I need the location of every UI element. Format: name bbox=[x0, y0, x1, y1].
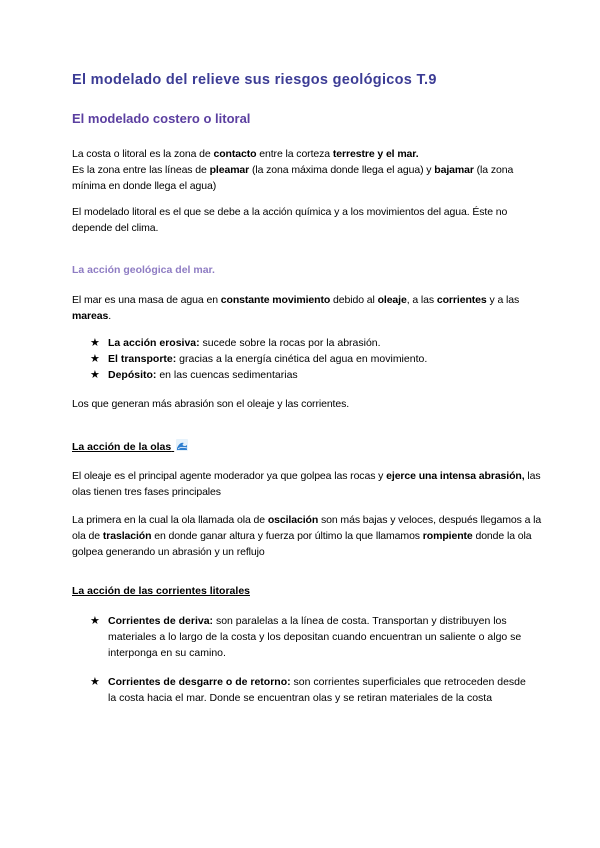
intro-paragraph-2: El modelado litoral es el que se debe a la acción química y a los movimientos del agua. Éste no depende del clima. bbox=[72, 206, 508, 234]
bold-text: traslación bbox=[102, 530, 152, 542]
text: La primera en la cual la ola llamada ola de bbox=[72, 514, 268, 526]
text: en donde ganar altura y fuerza por último la que llamamos bbox=[151, 530, 423, 542]
bold-text: terrestre y el mar. bbox=[332, 148, 419, 160]
list-item bbox=[90, 335, 530, 351]
bold-text: corrientes bbox=[436, 294, 487, 306]
text: . bbox=[108, 310, 112, 322]
heading-accion-mar: La acción geológica del mar. bbox=[72, 264, 215, 276]
bold-text: contacto bbox=[213, 148, 257, 160]
text: son más bajas y veloces, después llegamos a la ola de bbox=[72, 514, 542, 542]
star-bullet-icon: ★ bbox=[90, 353, 100, 365]
star-bullet-icon: ★ bbox=[90, 337, 100, 349]
bold-text: Depósito: bbox=[108, 369, 157, 381]
text: Es la zona entre las líneas de bbox=[72, 164, 210, 176]
text: entre la corteza bbox=[256, 148, 333, 160]
text: El mar es una masa de agua en bbox=[72, 294, 221, 306]
text: gracias a la energía cinética del agua en movimiento. bbox=[176, 353, 428, 365]
text: las olas tienen tres fases principales bbox=[72, 470, 541, 498]
text: (la zona máxima donde llega el agua) y bbox=[249, 164, 435, 176]
bold-text: Corrientes de desgarre o de retorno: bbox=[108, 676, 291, 688]
text: son paralelas a la línea de costa. Transportan y distribuyen los materiales a lo largo de la costa y los depositan cuando encuentran un saliente o algo se interponga en su camino. bbox=[108, 615, 522, 659]
text: debido al bbox=[330, 294, 378, 306]
olas-paragraph-1 bbox=[72, 468, 542, 500]
bold-text: mareas bbox=[72, 310, 109, 322]
text: El oleaje es el principal agente moderador ya que golpea las rocas y bbox=[72, 470, 387, 482]
olas-paragraph-2 bbox=[72, 512, 542, 560]
heading-text: La acción de la olas bbox=[72, 441, 172, 453]
wave-icon bbox=[176, 439, 188, 451]
list-item bbox=[90, 351, 530, 367]
star-bullet-icon: ★ bbox=[90, 369, 100, 381]
corrientes-list bbox=[90, 613, 530, 706]
text: sucede sobre la rocas por la abrasión. bbox=[199, 337, 381, 349]
text: en las cuencas sedimentarias bbox=[156, 369, 298, 381]
mar-paragraph bbox=[72, 292, 542, 324]
star-bullet-icon: ★ bbox=[90, 676, 100, 688]
text: , a las bbox=[406, 294, 437, 306]
bold-text: bajamar bbox=[434, 164, 474, 176]
text: son corrientes superficiales que retroceden desde la costa hacia el mar. Donde se encuentran olas y se retiran materiales de la costa bbox=[108, 676, 526, 704]
text: La costa o litoral es la zona de bbox=[72, 148, 214, 160]
bold-text: Corrientes de deriva: bbox=[108, 615, 214, 627]
text: y a las bbox=[486, 294, 520, 306]
bold-text: pleamar bbox=[209, 164, 250, 176]
text: (la zona mínima en donde llega el agua) bbox=[72, 164, 514, 192]
list-item bbox=[90, 367, 530, 383]
bold-text: rompiente bbox=[422, 530, 473, 542]
list-item bbox=[90, 674, 530, 706]
heading-corrientes: La acción de las corrientes litorales bbox=[72, 585, 250, 597]
bold-text: oscilación bbox=[267, 514, 319, 526]
list-item bbox=[90, 613, 530, 661]
mar-closing: Los que generan más abrasión son el oleaje y las corrientes. bbox=[72, 398, 350, 410]
mar-list bbox=[90, 335, 530, 383]
intro-paragraph-1 bbox=[72, 146, 542, 194]
bold-text: El transporte: bbox=[108, 353, 177, 365]
text: donde la ola golpea generando un abrasión y un reflujo bbox=[72, 530, 532, 558]
bold-text: constante movimiento bbox=[220, 294, 331, 306]
heading-accion-olas bbox=[72, 439, 188, 453]
bold-text: La acción erosiva: bbox=[108, 337, 200, 349]
bold-text: ejerce una intensa abrasión, bbox=[386, 470, 525, 482]
section-title: El modelado costero o litoral bbox=[72, 111, 251, 126]
bold-text: oleaje bbox=[377, 294, 407, 306]
star-bullet-icon: ★ bbox=[90, 615, 100, 627]
page-title: El modelado del relieve sus riesgos geológicos T.9 bbox=[72, 72, 437, 88]
